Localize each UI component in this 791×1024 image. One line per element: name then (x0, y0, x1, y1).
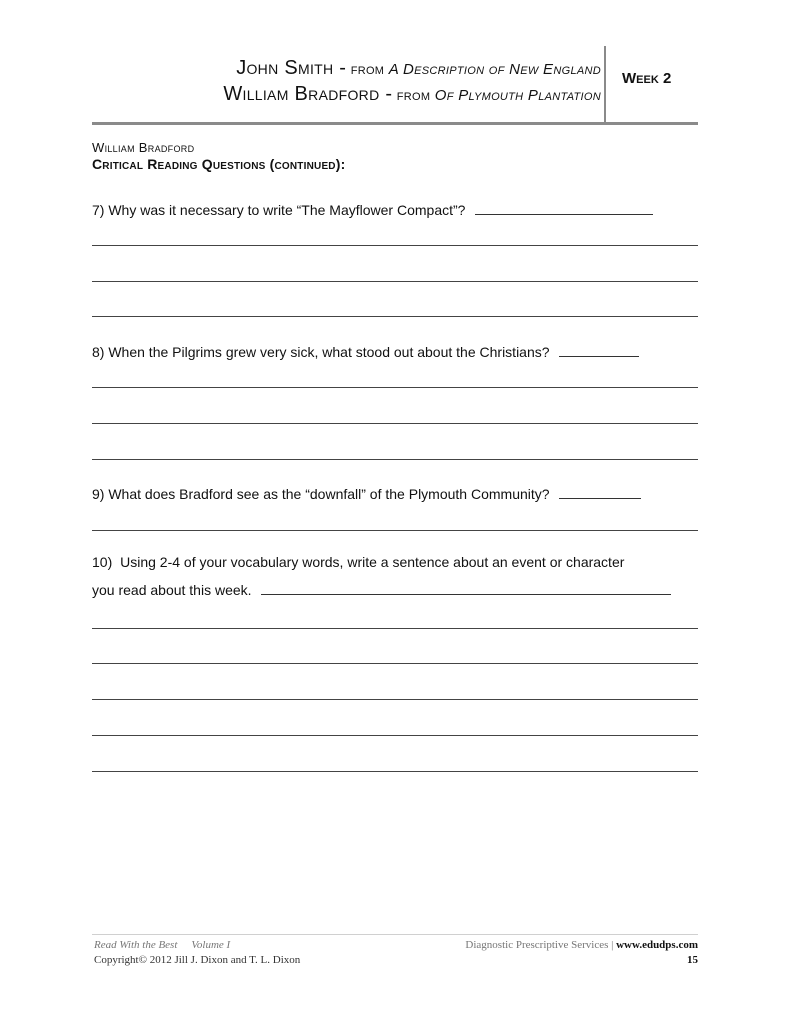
section-heading: Critical Reading Questions (continued): (92, 156, 346, 172)
author-name-bradford: William Bradford - (223, 83, 393, 105)
question-text: Using 2-4 of your vocabulary words, write a sentence about an event or character (120, 554, 625, 570)
question-7 (92, 200, 653, 218)
title-line-1 (223, 56, 601, 82)
question-text-continued: you read about this week. (92, 582, 252, 598)
answer-line[interactable] (92, 245, 698, 246)
page-number: 15 (687, 954, 698, 966)
answer-line[interactable] (92, 735, 698, 736)
answer-line[interactable] (92, 281, 698, 282)
answer-line[interactable] (92, 423, 698, 424)
answer-line[interactable] (92, 387, 698, 388)
series-title: Read With the Best (94, 939, 178, 951)
question-10 (92, 554, 624, 570)
section-author: William Bradford (92, 140, 195, 155)
volume-label: Volume I (191, 939, 231, 951)
footer-series (94, 939, 230, 951)
question-number: 7) (92, 202, 105, 218)
header-divider (604, 46, 606, 124)
question-9 (92, 484, 641, 502)
question-text: What does Bradford see as the “downfall” of the Plymouth Community? (108, 486, 550, 502)
from-label: from (396, 87, 431, 104)
answer-line[interactable] (92, 530, 698, 531)
question-text: Why was it necessary to write “The Mayflower Compact”? (108, 202, 466, 218)
week-label: Week 2 (622, 70, 672, 87)
answer-line[interactable] (92, 628, 698, 629)
question-text: When the Pilgrims grew very sick, what stood out about the Christians? (108, 344, 550, 360)
work-title-smith: A Description of New England (388, 61, 601, 78)
question-8 (92, 342, 639, 360)
header-rule (92, 122, 698, 125)
answer-line[interactable] (92, 699, 698, 700)
answer-line[interactable] (92, 771, 698, 772)
publisher-name: Diagnostic Prescriptive Services | (465, 939, 614, 951)
answer-blank[interactable] (475, 200, 653, 215)
answer-line[interactable] (92, 316, 698, 317)
work-title-bradford: Of Plymouth Plantation (434, 87, 601, 104)
question-10-continued (92, 580, 671, 598)
question-number: 9) (92, 486, 105, 502)
from-label: from (350, 61, 385, 78)
answer-line[interactable] (92, 459, 698, 460)
footer-publisher (465, 939, 698, 951)
title-block (223, 56, 601, 108)
question-number: 8) (92, 344, 105, 360)
title-line-2 (223, 82, 601, 108)
author-name-smith: John Smith - (236, 57, 347, 79)
footer-rule (92, 934, 698, 935)
publisher-url[interactable]: www.edudps.com (616, 939, 698, 951)
question-number: 10) (92, 554, 113, 570)
answer-blank[interactable] (261, 580, 671, 595)
page-header (92, 46, 698, 124)
answer-blank[interactable] (559, 342, 639, 357)
footer-copyright: Copyright© 2012 Jill J. Dixon and T. L. Dixon (94, 954, 301, 966)
answer-line[interactable] (92, 663, 698, 664)
answer-blank[interactable] (559, 484, 641, 499)
